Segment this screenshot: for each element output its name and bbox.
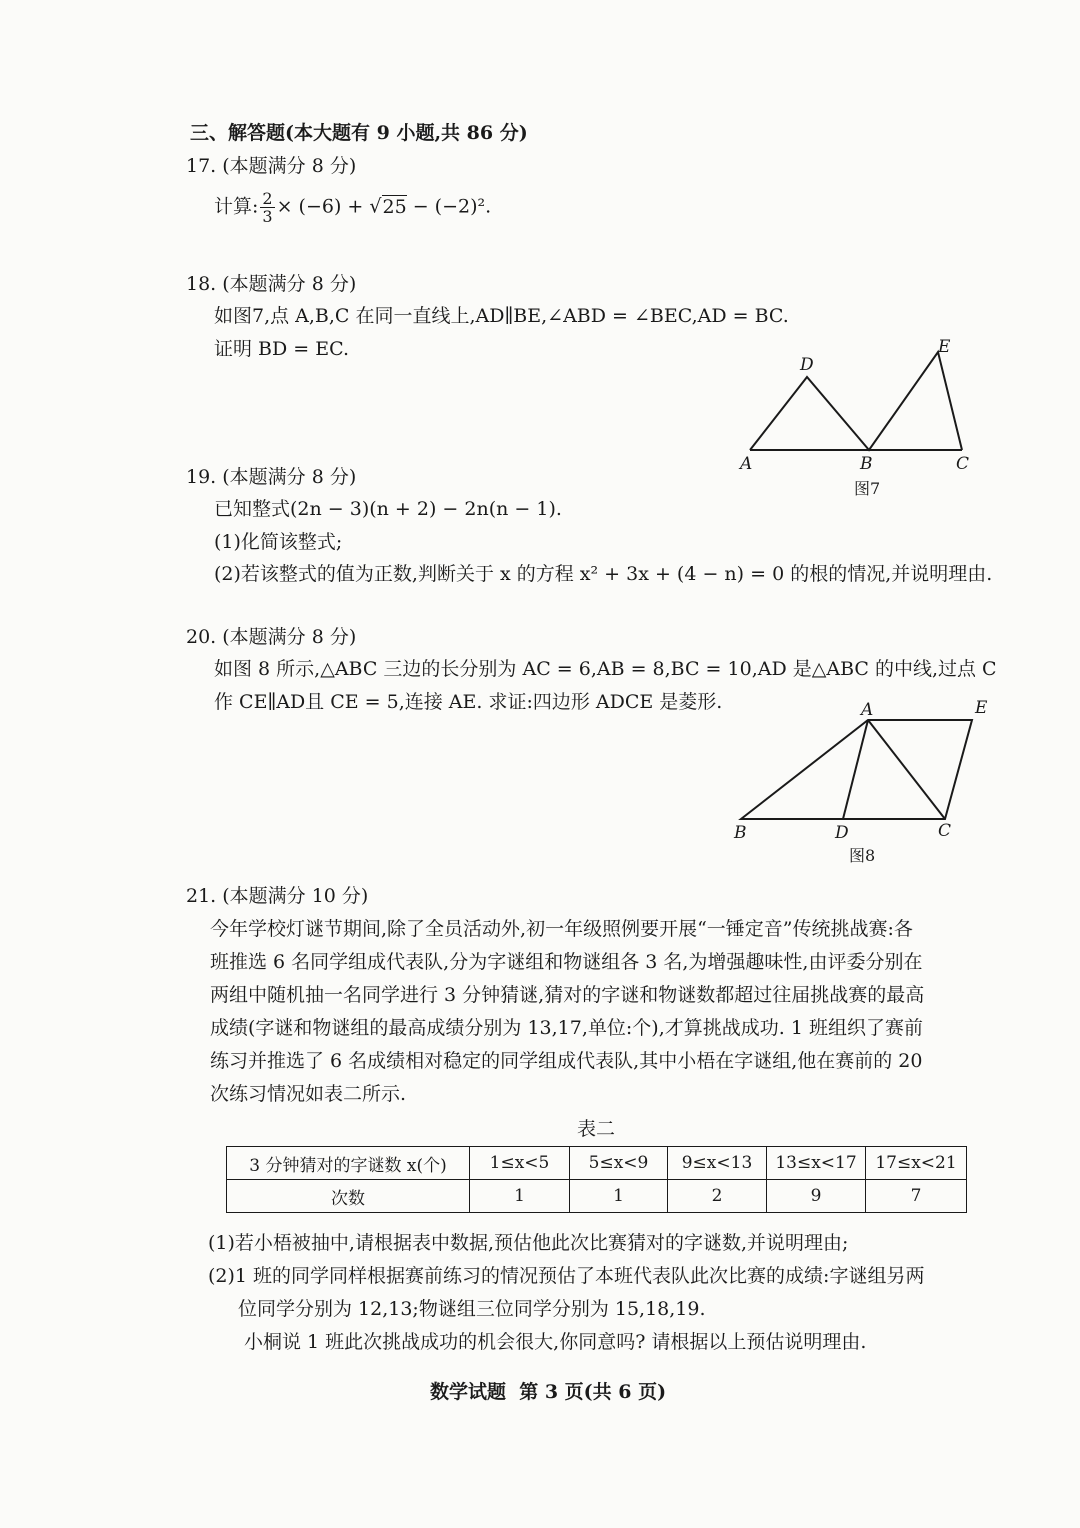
q17-frac-den: 3 [262,207,273,226]
q17-prefix: 计算: [214,195,259,218]
q19-line3: (2)若该整式的值为正数,判断关于 x 的方程 x² + 3x + (4 − n) = 0 的根的情况,并说明理由. [214,563,993,585]
fig8-label-d: D [835,823,849,843]
fig8-label-e: E [975,698,988,718]
table-2 [226,1146,967,1213]
q21-para-line: 今年学校灯谜节期间,除了全员活动外,初一年级照例要开展“一锤定音”传统挑战赛:各 [210,918,913,940]
q17-heading: 17. (本题满分 8 分) [186,155,357,177]
table-header-cell: 3 分钟猜对的字谜数 x(个) [227,1147,470,1180]
q19-line2: (1)化简该整式; [214,531,343,553]
q17-expression [214,190,491,225]
table-range-cell: 1≤x<5 [470,1147,570,1180]
q21-heading: 21. (本题满分 10 分) [186,885,369,907]
q17-tail: − (−2)². [406,195,492,218]
fig7-label-e: E [938,337,951,357]
fig7-label-d: D [800,355,814,375]
q21-sub2-line1: (2)1 班的同学同样根据赛前练习的情况预估了本班代表队此次比赛的成绩:字谜组另两 [208,1265,925,1287]
q21-sub2-line3: 小桐说 1 班此次挑战成功的机会很大,你同意吗? 请根据以上预估说明理由. [244,1331,867,1353]
fig8-label-a: A [861,700,874,720]
table-range-cell: 17≤x<21 [866,1147,967,1180]
q17-frac-num: 2 [262,189,273,208]
q17-mid: × (−6) + [276,195,370,218]
q18-heading: 18. (本题满分 8 分) [186,273,357,295]
table-header-cell: 次数 [227,1180,470,1213]
q17-sqrt-sign: √ [369,195,382,218]
q21-para-line: 两组中随机抽一名同学进行 3 分钟猜谜,猜对的字谜和物谜数都超过往届挑战赛的最高 [210,984,925,1006]
table-count-cell: 7 [866,1180,967,1213]
fig7-label-b: B [860,454,873,474]
fig8-label-c: C [938,821,952,841]
q18-line2: 证明 BD = EC. [214,338,350,360]
q21-para-line: 练习并推选了 6 名成绩相对稳定的同学组成代表队,其中小梧在字谜组,他在赛前的 20 [210,1050,923,1072]
figure-7 [730,330,990,505]
table-range-cell: 5≤x<9 [570,1147,668,1180]
q21-para-line: 次练习情况如表二所示. [210,1083,407,1105]
q19-line1: 已知整式(2n − 3)(n + 2) − 2n(n − 1). [214,498,562,520]
q17-fraction [260,190,274,225]
page-footer: 数学试题 第 3 页(共 6 页) [430,1381,667,1403]
q19-heading: 19. (本题满分 8 分) [186,466,357,488]
table-count-cell: 1 [470,1180,570,1213]
fig8-label-b: B [734,823,747,843]
q20-heading: 20. (本题满分 8 分) [186,626,357,648]
table-title: 表二 [577,1118,616,1140]
q18-line1: 如图7,点 A,B,C 在同一直线上,AD∥BE,∠ABD = ∠BEC,AD = BC. [214,305,789,327]
fig8-caption: 图8 [849,846,876,865]
q17-sqrt-arg: 25 [382,195,407,218]
fig7-lines [750,352,962,450]
table-range-cell: 9≤x<13 [668,1147,767,1180]
section-title: 三、解答题(本大题有 9 小题,共 86 分) [190,122,528,144]
q21-para-line: 成绩(字谜和物谜组的最高成绩分别为 13,17,单位:个),才算挑战成功. 1 班组织了赛前 [210,1017,923,1039]
table-count-cell: 9 [767,1180,866,1213]
q20-line2: 作 CE∥AD且 CE = 5,连接 AE. 求证:四边形 ADCE 是菱形. [214,691,723,713]
table-row [227,1147,967,1180]
fig7-label-c: C [956,454,970,474]
fig7-caption: 图7 [854,479,881,498]
q21-sub1: (1)若小梧被抽中,请根据表中数据,预估他此次比赛猜对的字谜数,并说明理由; [208,1232,849,1254]
q21-sub2-line2: 位同学分别为 12,13;物谜组三位同学分别为 15,18,19. [238,1298,706,1320]
figure-8 [725,695,995,870]
fig8-diagonal-ac [868,720,945,819]
fig8-median-ad [843,720,868,819]
table-count-cell: 2 [668,1180,767,1213]
table-row [227,1180,967,1213]
fig7-label-a: A [740,454,753,474]
table-range-cell: 13≤x<17 [767,1147,866,1180]
q21-para-line: 班推选 6 名同学组成代表队,分为字谜组和物谜组各 3 名,为增强趣味性,由评委分别在 [210,951,923,973]
table-count-cell: 1 [570,1180,668,1213]
q20-line1: 如图 8 所示,△ABC 三边的长分别为 AC = 6,AB = 8,BC = 10,AD 是△ABC 的中线,过点 C [214,658,997,680]
